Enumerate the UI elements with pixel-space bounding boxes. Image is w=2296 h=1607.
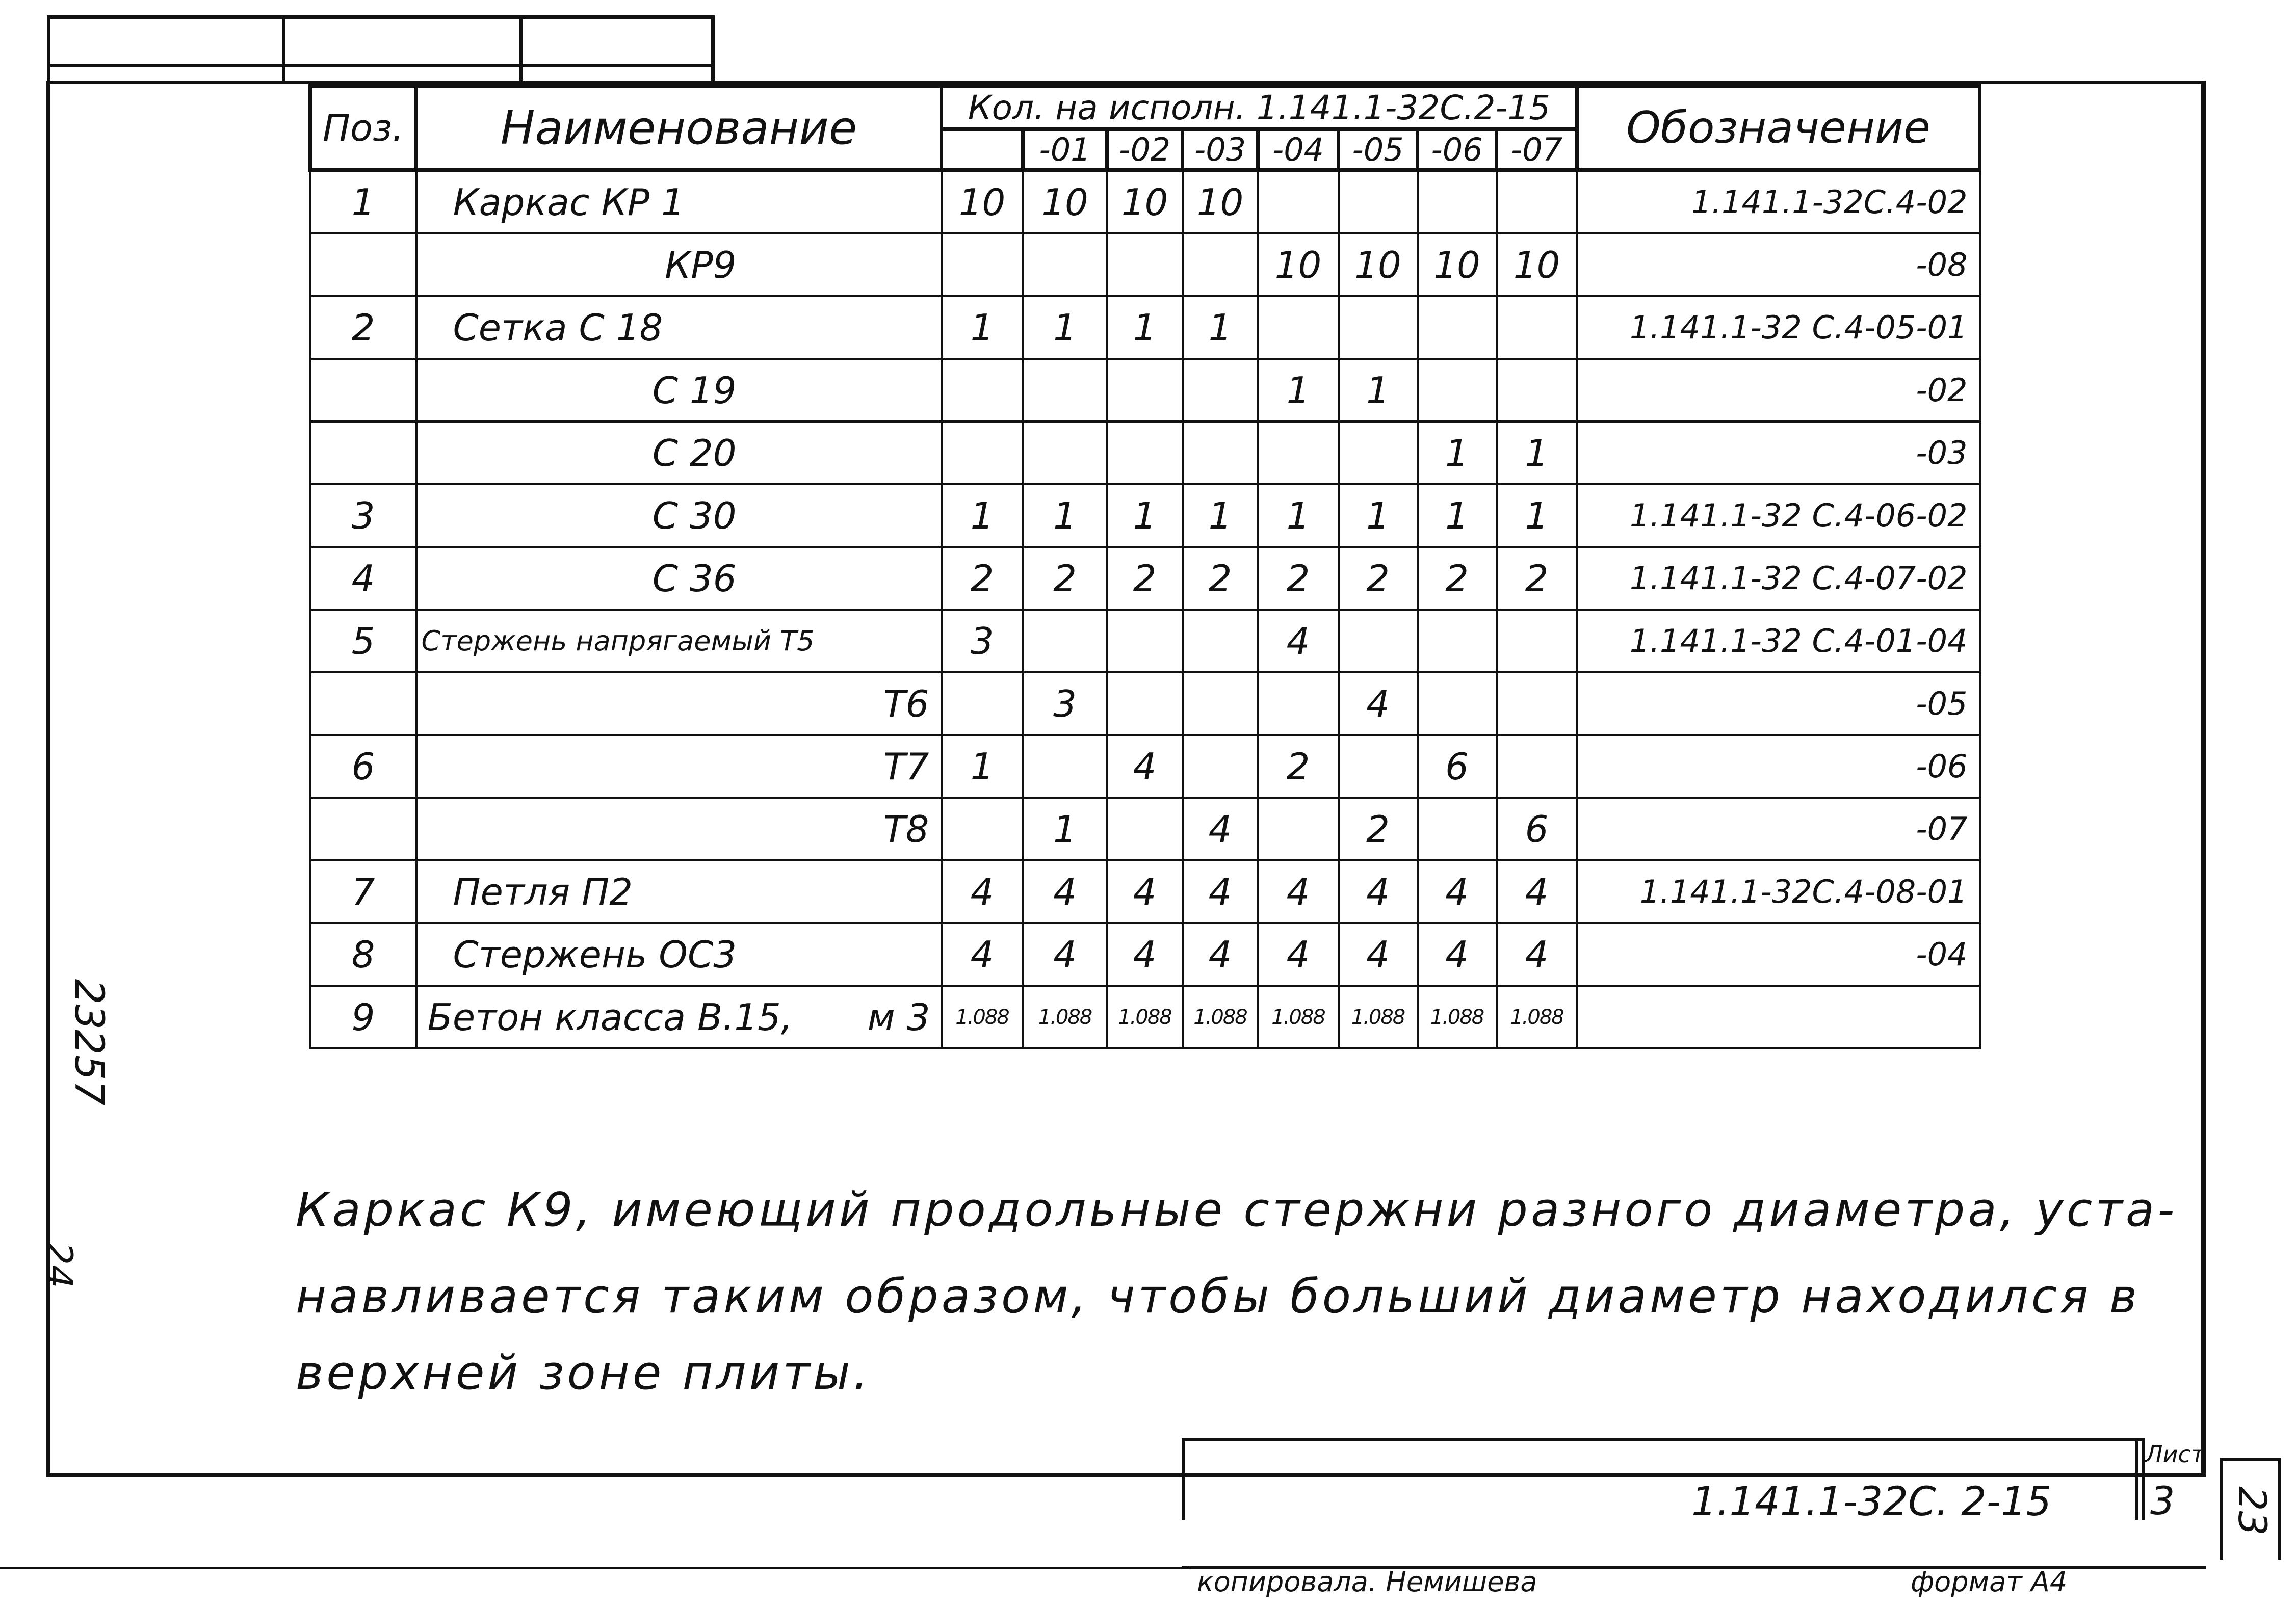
row-name: Т6 xyxy=(416,672,942,735)
row-designation: -06 xyxy=(1577,735,1980,798)
row-name: Стержень напрягаемый Т5 xyxy=(416,610,942,672)
row-qty: 2 xyxy=(1023,547,1107,610)
table-header-row xyxy=(310,86,1980,129)
note-line-2: навливается таким образом, чтобы больший диаметр находился в xyxy=(296,1269,2140,1324)
sheet-number: 3 xyxy=(2150,1478,2175,1523)
table-row xyxy=(310,233,1980,296)
row-designation: -07 xyxy=(1577,798,1980,860)
row-qty: 4 xyxy=(1418,923,1497,986)
row-pos xyxy=(310,798,416,860)
row-pos xyxy=(310,233,416,296)
row-pos: 8 xyxy=(310,923,416,986)
row-qty xyxy=(942,233,1023,296)
row-qty: 1 xyxy=(1339,359,1418,421)
header-variant: -02 xyxy=(1107,129,1183,170)
stamp-divider xyxy=(519,19,523,81)
table-row xyxy=(310,170,1980,234)
row-qty: 10 xyxy=(1497,233,1577,296)
row-qty: 1 xyxy=(1339,484,1418,547)
row-qty: 1 xyxy=(942,484,1023,547)
row-qty xyxy=(1339,296,1418,359)
row-qty: 10 xyxy=(1339,233,1418,296)
row-qty xyxy=(942,798,1023,860)
row-qty xyxy=(1107,610,1183,672)
row-qty: 1 xyxy=(942,735,1023,798)
row-pos: 6 xyxy=(310,735,416,798)
row-pos: 9 xyxy=(310,986,416,1048)
row-qty: 4 xyxy=(1107,923,1183,986)
row-name: КР9 xyxy=(416,233,942,296)
row-qty: 4 xyxy=(1339,923,1418,986)
row-qty xyxy=(942,359,1023,421)
table-row xyxy=(310,735,1980,798)
stamp-divider xyxy=(282,19,285,81)
row-qty: 1.088 xyxy=(1497,986,1577,1048)
row-pos: 1 xyxy=(310,170,416,234)
row-name: Т8 xyxy=(416,798,942,860)
row-qty: 1 xyxy=(1023,296,1107,359)
row-qty xyxy=(1258,296,1339,359)
row-qty xyxy=(1107,798,1183,860)
row-qty: 2 xyxy=(1258,735,1339,798)
row-qty xyxy=(1107,233,1183,296)
copied-by: копировала. Немишева xyxy=(1197,1566,1537,1598)
row-designation: 1.141.1-32 С.4-06-02 xyxy=(1577,484,1980,547)
row-unit: м 3 xyxy=(867,995,930,1039)
row-pos xyxy=(310,359,416,421)
row-qty: 1 xyxy=(1107,484,1183,547)
header-designation: Обозначение xyxy=(1577,86,1980,170)
row-qty: 1 xyxy=(1183,296,1258,359)
row-qty: 4 xyxy=(942,860,1023,923)
row-qty: 4 xyxy=(1418,860,1497,923)
row-name-text: Бетон класса В.15, xyxy=(427,995,793,1039)
row-qty: 4 xyxy=(1339,860,1418,923)
row-pos: 7 xyxy=(310,860,416,923)
row-designation xyxy=(1577,986,1980,1048)
row-name: Каркас КР 1 xyxy=(416,170,942,234)
row-qty xyxy=(1418,170,1497,234)
bottom-rule xyxy=(0,1567,1188,1569)
row-designation: 1.141.1-32 С.4-07-02 xyxy=(1577,547,1980,610)
row-pos: 5 xyxy=(310,610,416,672)
row-qty: 4 xyxy=(1497,860,1577,923)
sheet-label: Лист xyxy=(2145,1440,2205,1468)
row-qty: 4 xyxy=(1183,798,1258,860)
row-qty: 2 xyxy=(1339,547,1418,610)
row-qty: 4 xyxy=(1183,923,1258,986)
sheet-divider xyxy=(2135,1438,2138,1520)
row-qty xyxy=(1339,170,1418,234)
header-variant: -06 xyxy=(1418,129,1497,170)
row-qty: 10 xyxy=(1418,233,1497,296)
header-variant: -03 xyxy=(1183,129,1258,170)
row-name: С 36 xyxy=(416,547,942,610)
row-qty: 1 xyxy=(1258,359,1339,421)
note-line-3: верхней зоне плиты. xyxy=(296,1346,871,1400)
table-row xyxy=(310,798,1980,860)
row-qty xyxy=(1023,610,1107,672)
row-qty: 1.088 xyxy=(1258,986,1339,1048)
row-qty xyxy=(1183,359,1258,421)
row-qty xyxy=(1107,421,1183,484)
row-designation: -04 xyxy=(1577,923,1980,986)
row-qty xyxy=(1339,610,1418,672)
row-qty: 6 xyxy=(1497,798,1577,860)
table-row xyxy=(310,296,1980,359)
row-qty: 2 xyxy=(1497,547,1577,610)
row-qty xyxy=(1418,359,1497,421)
row-qty xyxy=(1183,735,1258,798)
table-row xyxy=(310,547,1980,610)
row-name: С 30 xyxy=(416,484,942,547)
row-designation: -03 xyxy=(1577,421,1980,484)
row-qty: 2 xyxy=(1258,547,1339,610)
row-name: С 19 xyxy=(416,359,942,421)
header-pos: Поз. xyxy=(310,86,416,170)
row-name: Стержень ОС3 xyxy=(416,923,942,986)
row-qty: 4 xyxy=(942,923,1023,986)
row-pos: 2 xyxy=(310,296,416,359)
row-designation: 1.141.1-32С.4-08-01 xyxy=(1577,860,1980,923)
row-qty xyxy=(1023,233,1107,296)
row-qty xyxy=(1497,359,1577,421)
row-qty: 1 xyxy=(1258,484,1339,547)
row-qty xyxy=(1258,421,1339,484)
row-designation: 1.141.1-32С.4-02 xyxy=(1577,170,1980,234)
row-qty: 10 xyxy=(942,170,1023,234)
row-qty xyxy=(1497,672,1577,735)
header-variant xyxy=(942,129,1023,170)
row-qty: 1 xyxy=(1418,421,1497,484)
row-qty xyxy=(1183,233,1258,296)
row-qty xyxy=(1107,672,1183,735)
table-row xyxy=(310,986,1980,1048)
row-qty xyxy=(1497,610,1577,672)
row-name: Петля П2 xyxy=(416,860,942,923)
row-designation: -05 xyxy=(1577,672,1980,735)
outer-page-number: 23 xyxy=(2229,1486,2275,1536)
row-qty xyxy=(1023,359,1107,421)
row-qty xyxy=(1023,421,1107,484)
row-qty: 1 xyxy=(1497,421,1577,484)
format-label: формат А4 xyxy=(1911,1566,2068,1598)
row-qty: 1.088 xyxy=(942,986,1023,1048)
row-qty: 4 xyxy=(1183,860,1258,923)
row-qty: 2 xyxy=(1418,547,1497,610)
row-qty: 10 xyxy=(1258,233,1339,296)
row-designation: 1.141.1-32 С.4-05-01 xyxy=(1577,296,1980,359)
row-qty xyxy=(1497,170,1577,234)
row-qty xyxy=(1418,296,1497,359)
row-qty: 4 xyxy=(1107,860,1183,923)
row-qty: 2 xyxy=(1183,547,1258,610)
row-qty: 1.088 xyxy=(1339,986,1418,1048)
row-qty xyxy=(1497,735,1577,798)
row-qty: 4 xyxy=(1258,860,1339,923)
row-name: Т7 xyxy=(416,735,942,798)
row-qty: 4 xyxy=(1107,735,1183,798)
row-qty: 4 xyxy=(1258,610,1339,672)
row-qty: 1 xyxy=(942,296,1023,359)
document-code: 1.141.1-32С. 2-15 xyxy=(1691,1479,2052,1525)
row-qty: 10 xyxy=(1023,170,1107,234)
row-qty xyxy=(1258,798,1339,860)
title-block xyxy=(1182,1438,2206,1598)
row-pos xyxy=(310,421,416,484)
table-row xyxy=(310,421,1980,484)
row-designation: -08 xyxy=(1577,233,1980,296)
table-row xyxy=(310,860,1980,923)
row-pos: 4 xyxy=(310,547,416,610)
row-qty xyxy=(942,421,1023,484)
row-qty xyxy=(1418,798,1497,860)
row-designation: -02 xyxy=(1577,359,1980,421)
row-qty: 1.088 xyxy=(1023,986,1107,1048)
note-line-1: Каркас К9, имеющий продольные стержни разного диаметра, уста- xyxy=(296,1182,2178,1237)
row-qty: 1 xyxy=(1183,484,1258,547)
table-row xyxy=(310,672,1980,735)
header-variant: -05 xyxy=(1339,129,1418,170)
row-qty: 4 xyxy=(1023,923,1107,986)
row-qty: 3 xyxy=(1023,672,1107,735)
table-row xyxy=(310,610,1980,672)
row-qty: 6 xyxy=(1418,735,1497,798)
side-page-number: 24 xyxy=(37,1242,81,1288)
table-row xyxy=(310,923,1980,986)
row-qty: 10 xyxy=(1183,170,1258,234)
row-qty xyxy=(1339,421,1418,484)
header-variant: -01 xyxy=(1023,129,1107,170)
row-qty: 2 xyxy=(1339,798,1418,860)
row-qty xyxy=(942,672,1023,735)
row-qty xyxy=(1258,672,1339,735)
row-qty: 4 xyxy=(1497,923,1577,986)
header-qty: Кол. на исполн. 1.141.1-32С.2-15 xyxy=(942,86,1577,129)
row-qty xyxy=(1023,735,1107,798)
table-row xyxy=(310,484,1980,547)
row-qty: 3 xyxy=(942,610,1023,672)
row-qty: 4 xyxy=(1258,923,1339,986)
row-qty xyxy=(1107,359,1183,421)
inventory-number: 23257 xyxy=(66,979,112,1106)
sheet-label-line xyxy=(2135,1474,2206,1477)
table-row xyxy=(310,359,1980,421)
row-qty xyxy=(1497,296,1577,359)
row-qty: 1 xyxy=(1023,484,1107,547)
row-qty: 4 xyxy=(1339,672,1418,735)
row-qty: 2 xyxy=(1107,547,1183,610)
row-qty: 2 xyxy=(942,547,1023,610)
header-variant: -04 xyxy=(1258,129,1339,170)
header-name: Наименование xyxy=(416,86,942,170)
stamp-line xyxy=(50,64,711,67)
row-qty: 1 xyxy=(1497,484,1577,547)
row-qty: 10 xyxy=(1107,170,1183,234)
header-variant: -07 xyxy=(1497,129,1577,170)
row-qty xyxy=(1418,672,1497,735)
row-qty: 1 xyxy=(1418,484,1497,547)
row-qty: 1.088 xyxy=(1183,986,1258,1048)
stamp-strip xyxy=(47,15,715,81)
specification-table xyxy=(308,84,1981,1049)
row-qty xyxy=(1183,610,1258,672)
row-qty: 1.088 xyxy=(1107,986,1183,1048)
row-name xyxy=(416,986,942,1048)
row-pos xyxy=(310,672,416,735)
row-qty xyxy=(1258,170,1339,234)
row-designation: 1.141.1-32 С.4-01-04 xyxy=(1577,610,1980,672)
row-qty xyxy=(1183,421,1258,484)
row-name: С 20 xyxy=(416,421,942,484)
row-qty: 4 xyxy=(1023,860,1107,923)
row-qty xyxy=(1418,610,1497,672)
row-qty: 1 xyxy=(1107,296,1183,359)
row-name: Сетка С 18 xyxy=(416,296,942,359)
row-qty xyxy=(1183,672,1258,735)
row-qty: 1 xyxy=(1023,798,1107,860)
row-pos: 3 xyxy=(310,484,416,547)
row-qty: 1.088 xyxy=(1418,986,1497,1048)
row-qty xyxy=(1339,735,1418,798)
